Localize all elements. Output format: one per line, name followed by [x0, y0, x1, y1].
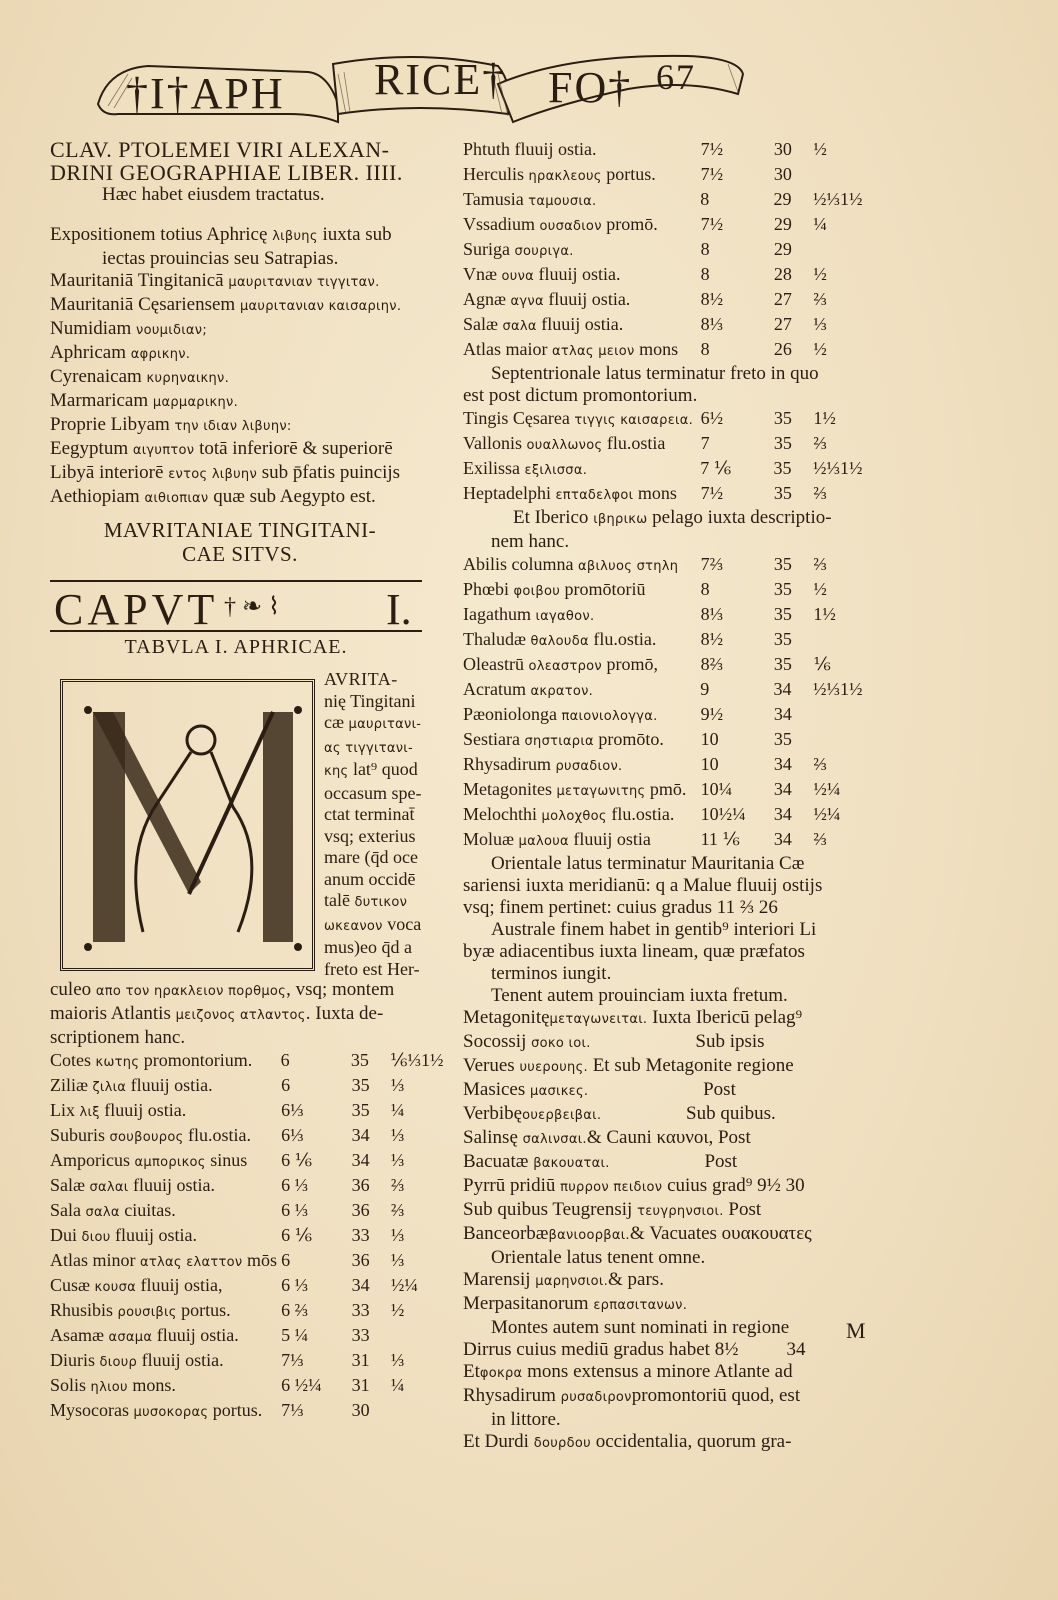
text-line: vsq; exterius: [324, 825, 416, 846]
text-line: sariensi iuxta meridianū: q a Malue fluuij ostijs: [463, 875, 823, 896]
list-item: Masices μασικες. Post: [463, 1079, 736, 1100]
table-row: Diuris διουρ fluuij ostia. 7⅓ 31 ⅓: [50, 1350, 405, 1370]
left-column: [50, 137, 444, 1424]
list-item: Bacuatæ βακουαται. Post: [463, 1151, 738, 1172]
book-title-line-1: CLAV. PTOLEMEI VIRI ALEXAN-: [50, 137, 390, 162]
table-row: Dui διου fluuij ostia. 6 ⅙ 33 ⅓: [50, 1225, 405, 1245]
chapter-heading: [50, 580, 422, 632]
table-row: Acratum ακρατον. 9 34 ½⅓1½: [463, 679, 863, 699]
text-line: AVRITA-: [324, 669, 398, 689]
peoples-list: [463, 1007, 853, 1247]
banner-part-2: RICE†: [374, 55, 507, 104]
province-item: Aphricam αφρικην.: [50, 342, 191, 363]
table-row: Mysocoras μυσοκορας portus. 7⅓ 30: [50, 1400, 370, 1420]
table-row: Rhysadirum ρυσαδιον. 10 34 ⅔: [463, 754, 827, 774]
text-line: ας τιγγιτανι-: [324, 740, 413, 756]
text-line: Septentrionale latus terminatur freto in quo: [491, 363, 819, 384]
text-line: nię Tingitani: [324, 690, 416, 711]
province-item: Proprie Libyam την ιδιαν λιβυην:: [50, 414, 292, 435]
chapter-word: CAPVT: [54, 585, 219, 634]
table-row: Asamæ ασαμα fluuij ostia. 5 ¼ 33: [50, 1325, 370, 1345]
text-line: in littore.: [491, 1409, 561, 1430]
text-line: anum occidē: [324, 868, 416, 889]
text-line: κης lat⁹ quod: [324, 759, 418, 779]
intro-line: [50, 224, 430, 248]
table-row: Melochthi μολοχθος flu.ostia. 10½¼ 34 ½¼: [463, 804, 841, 824]
table-row: Herculis ηρακλεους portus. 7½ 30: [463, 164, 792, 184]
list-item: Banceorbæβανιοορβαι.& Vacuates ουακουατες: [463, 1223, 812, 1244]
opening-paragraph: [50, 669, 430, 981]
coordinates-table-right-c: [463, 553, 863, 853]
table-row: Suriga σουριγα. 8 29: [463, 239, 792, 259]
text-line: Rhysadirum ρυσαδιρονpromontoriū quod, est: [463, 1385, 801, 1406]
coordinates-table-left: [50, 1049, 444, 1424]
table-row: Phtuth fluuij ostia. 7½ 30 ½: [463, 139, 827, 159]
folio-number: 67: [656, 57, 696, 97]
dropcap-m-compass-icon: [60, 679, 315, 971]
list-item: Marensij μαρηνσιοι.& pars.: [463, 1269, 664, 1290]
latin-text: iuxta sub: [322, 224, 392, 245]
text-line: Et Durdi δουρδου occidentalia, quorum gra-: [463, 1431, 792, 1452]
text-line: Montes autem sunt nominati in regione: [491, 1317, 790, 1338]
text-line: freto est Her-: [324, 958, 420, 979]
province-item: Cyrenaicam κυρηναικην.: [50, 366, 230, 387]
text-line: talē δυτικον: [324, 890, 408, 910]
table-row: Vnæ ουνα fluuij ostia. 8 28 ½: [463, 264, 827, 284]
table-row: Atlas minor ατλας ελαττον mōs 6 36 ⅓: [50, 1250, 405, 1270]
banner-part-1: †I†APH: [126, 69, 285, 118]
table-row: Suburis σουβουρος flu.ostia. 6⅓ 34 ⅓: [50, 1125, 405, 1145]
table-row: Sestiara σηστιαρια promōto. 10 35: [463, 729, 792, 749]
right-column: [463, 138, 863, 1455]
paragraph-continuation: [50, 979, 430, 1049]
table-row: Atlas maior ατλας μειον mons 8 26 ½: [463, 339, 827, 359]
table-row: Phœbi φοιβου promōtoriū 8 35 ½: [463, 579, 827, 599]
table-row: Lix λιξ fluuij ostia. 6⅓ 35 ¼: [50, 1100, 405, 1120]
coordinates-table-right-b: [463, 407, 863, 507]
table-row: Agnæ αγνα fluuij ostia. 8½ 27 ⅔: [463, 289, 827, 309]
running-head-banner: [88, 44, 748, 124]
text-line: cæ μαυριτανι-: [324, 712, 422, 732]
table-row: Salæ σαλα fluuij ostia. 8⅓ 27 ⅓: [463, 314, 827, 334]
table-row: Ziliæ ζιλια fluuij ostia. 6 35 ⅓: [50, 1075, 405, 1095]
table-row: Tingis Cęsarea τιγγις καισαρεια. 6½ 35 1½: [463, 408, 836, 428]
list-item: Salinsę σαλινσαι.& Cauni καυνοι, Post: [463, 1127, 751, 1148]
text-line: terminos iungit.: [491, 963, 612, 984]
list-item: Metagonitęμεταγωνειται. Iuxta Ibericū pelag⁹: [463, 1007, 803, 1028]
table-row: Iagathum ιαγαθον. 8⅓ 35 1½: [463, 604, 836, 624]
table-row: Rhusibis ρουσιβις portus. 6 ⅔ 33 ½: [50, 1300, 405, 1320]
text-line: vsq; finem pertinet: cuius gradus 11 ⅔ 26: [463, 897, 778, 918]
province-item: Libyā interiorē εντος λιβυην sub p̄fatis puincijs: [50, 462, 401, 483]
text-line: Etφοκρα mons extensus a minore Atlante ad: [463, 1361, 793, 1382]
province-item: Mauritaniā Tingitanicā μαυριτανιαν τιγγιταν.: [50, 270, 380, 291]
chapter-number: I.: [386, 585, 412, 634]
table-row: Vallonis ουαλλωνος flu.ostia 7 35 ⅔: [463, 433, 827, 453]
section-title-line: CAE SITVS.: [182, 542, 298, 566]
table-heading: TABVLA I. APHRICAE.: [124, 636, 348, 658]
table-row: Exilissa εξιλισσα. 7 ⅙ 35 ½⅓1½: [463, 458, 863, 478]
table-row: Moluæ μαλουα fluuij ostia 11 ⅙ 34 ⅔: [463, 829, 827, 849]
province-item: Numidiam νουμιδιαν;: [50, 318, 208, 339]
text-line: mare (q̄d oce: [324, 847, 418, 867]
greek-text: λιβυης: [272, 229, 318, 244]
text-line: est post dictum promontorium.: [463, 385, 698, 406]
intro-line: iectas prouincias seu Satrapias.: [102, 248, 339, 269]
province-item: Marmaricam μαρμαρικην.: [50, 390, 239, 411]
table-row: Cotes κωτης promontorium. 6 35 ⅙⅓1½: [50, 1050, 444, 1070]
text-line: ωκεανον voca: [324, 913, 422, 934]
table-row: Oleastrū ολεαστρον promō, 8⅔ 35 ⅙: [463, 654, 831, 674]
coordinates-table-right-a: [463, 138, 863, 363]
province-item: Aethiopiam αιθιοπιαν quæ sub Aegypto est.: [50, 486, 376, 507]
catchword: M: [846, 1318, 866, 1343]
table-row: Amporicus αμπορικος sinus 6 ⅙ 34 ⅓: [50, 1150, 405, 1170]
province-item: Mauritaniā Cęsariensem μαυριτανιαν καισαριην.: [50, 294, 402, 315]
list-item: Merpasitanorum ερπασιτανων.: [463, 1293, 688, 1314]
text-line: scriptionem hanc.: [50, 1027, 186, 1048]
table-row: Vssadium ουσαδιον promō. 7½ 29 ¼: [463, 214, 827, 234]
table-row: Thaludæ θαλουδα flu.ostia. 8½ 35: [463, 629, 792, 649]
text-line: nem hanc.: [491, 531, 570, 552]
list-item: Socossij σοκο ιοι. Sub ipsis: [463, 1031, 765, 1052]
text-line: culeo απο τον ηρακλειον πορθμος, vsq; montem: [50, 979, 395, 1000]
text-line: maioris Atlantis μειζονος ατλαντος. Iuxta de-: [50, 1003, 384, 1024]
text-line: Orientale latus terminatur Mauritania Cæ: [491, 853, 805, 874]
text-line: mus)eo q̄d a: [324, 937, 412, 957]
table-row: Tamusia ταμουσια. 8 29 ½⅓1½: [463, 189, 863, 209]
subtitle: Hæc habet eiusdem tractatus.: [102, 184, 325, 205]
book-title-line-2: DRINI GEOGRAPHIAE LIBER. IIII.: [50, 160, 403, 185]
table-row: Metagonites μεταγωνιτης pmō. 10¼ 34 ½¼: [463, 779, 841, 799]
table-row: Pæoniolonga παιονιολογγα. 9½ 34: [463, 704, 792, 724]
banner-part-3: FO†: [548, 63, 633, 112]
text-line: ctat terminat̄: [324, 804, 415, 824]
fleuron-icon: † ❧ ⌇: [224, 594, 280, 620]
province-item: Eegyptum αιγυπτον totā inferiorē & superiorē: [50, 438, 393, 459]
table-row: Solis ηλιου mons. 6 ½¼ 31 ¼: [50, 1375, 405, 1395]
table-row: Sala σαλα ciuitas. 6 ⅓ 36 ⅔: [50, 1200, 405, 1220]
list-item: Pyrrū pridiū πυρρον πειδιον cuius grad⁹ 9½ 30: [463, 1175, 805, 1196]
dropcap-side-text: [324, 669, 434, 980]
text-line: occasum spe-: [324, 782, 422, 803]
section-title-line: MAVRITANIAE TINGITANI-: [103, 518, 377, 542]
text-line: Et Iberico ιβηρικω pelago iuxta descriptio-: [513, 507, 832, 528]
list-item: Verbibęουερβειβαι. Sub quibus.: [463, 1103, 776, 1124]
table-row: Salæ σαλαι fluuij ostia. 6 ⅓ 36 ⅔: [50, 1175, 405, 1195]
text-line: byæ adiacentibus iuxta lineam, quæ præfatos: [463, 941, 805, 962]
table-row: Cusæ κουσα fluuij ostia, 6 ⅓ 34 ½¼: [50, 1275, 418, 1295]
text-line: Tenent autem prouinciam iuxta fretum.: [491, 985, 788, 1006]
text-line: Dirrus cuius mediū gradus habet 8½ 34: [463, 1339, 806, 1360]
text-line: Orientale latus tenent omne.: [491, 1247, 706, 1268]
latin-text: Expositionem totius Aphricę: [50, 224, 268, 245]
list-item: Sub quibus Teugrensij τευγρηνσιοι. Post: [463, 1199, 762, 1220]
list-item: Verues υυερουης. Et sub Metagonite regione: [463, 1055, 794, 1076]
province-list: [50, 270, 430, 510]
section-title: [50, 518, 430, 566]
table-row: Abilis columna αβιλυος στηλη 7⅔ 35 ⅔: [463, 554, 827, 574]
text-line: Australe finem habet in gentib⁹ interiori Li: [491, 919, 817, 940]
table-row: Heptadelphi επταδελφοι mons 7½ 35 ⅔: [463, 483, 827, 503]
